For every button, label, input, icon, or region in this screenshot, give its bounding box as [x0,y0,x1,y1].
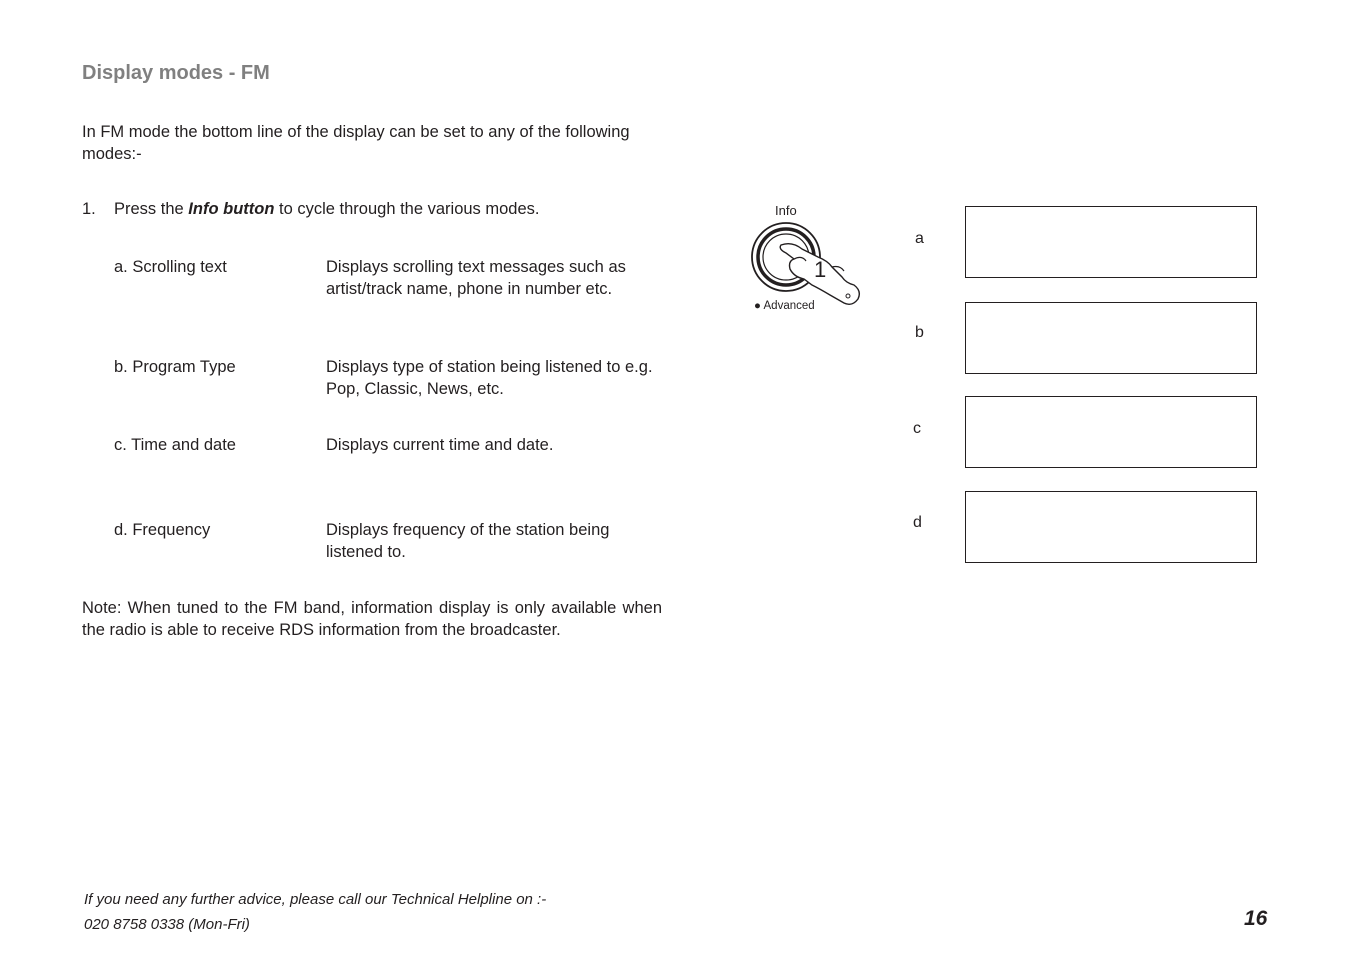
lcd-display-a [965,206,1257,278]
step-number: 1. [82,200,96,218]
step-badge: 1 [814,257,827,282]
step-suffix: to cycle through the various modes. [274,200,540,218]
info-label: Info [775,203,797,218]
display-letter-b: b [915,324,924,341]
step-prefix: Press the [114,200,189,218]
mode-desc-frequency: Displays frequency of the station being listened to. [326,521,610,561]
display-letter-a: a [915,230,924,247]
info-button-figure [748,203,868,315]
intro-paragraph: In FM mode the bottom line of the display can be set to any of the following modes:- [82,123,630,163]
mode-label-scrolling-text: a. Scrolling text [114,258,227,276]
mode-label-frequency: d. Frequency [114,521,211,539]
mode-label-program-type: b. Program Type [114,358,236,376]
mode-label-time-date: c. Time and date [114,436,236,454]
advanced-text: Advanced [763,300,815,312]
info-button-emphasis: Info button [188,200,275,218]
helpline-text: If you need any further advice, please call our Technical Helpline on :- [84,891,547,908]
mode-desc-scrolling-text: Displays scrolling text messages such as artist/track name, phone in number etc. [326,258,626,298]
page-title: Display modes - FM [82,62,270,84]
display-letter-c: c [913,420,921,437]
page-number: 16 [1244,907,1268,930]
display-letter-d: d [913,514,922,531]
lcd-display-b [965,302,1257,374]
bullet-icon: ● [754,300,761,312]
mode-desc-program-type: Displays type of station being listened to e.g. Pop, Classic, News, etc. [326,358,653,398]
note-paragraph: Note: When tuned to the FM band, information display is only available when the radio is able to receive RDS information from the broadcaster. [82,599,662,639]
step-instruction [114,200,540,219]
lcd-display-c [965,396,1257,468]
helpline-number: 020 8758 0338 (Mon-Fri) [84,916,250,933]
lcd-display-d [965,491,1257,563]
advanced-label [754,300,815,312]
mode-desc-time-date: Displays current time and date. [326,436,554,454]
